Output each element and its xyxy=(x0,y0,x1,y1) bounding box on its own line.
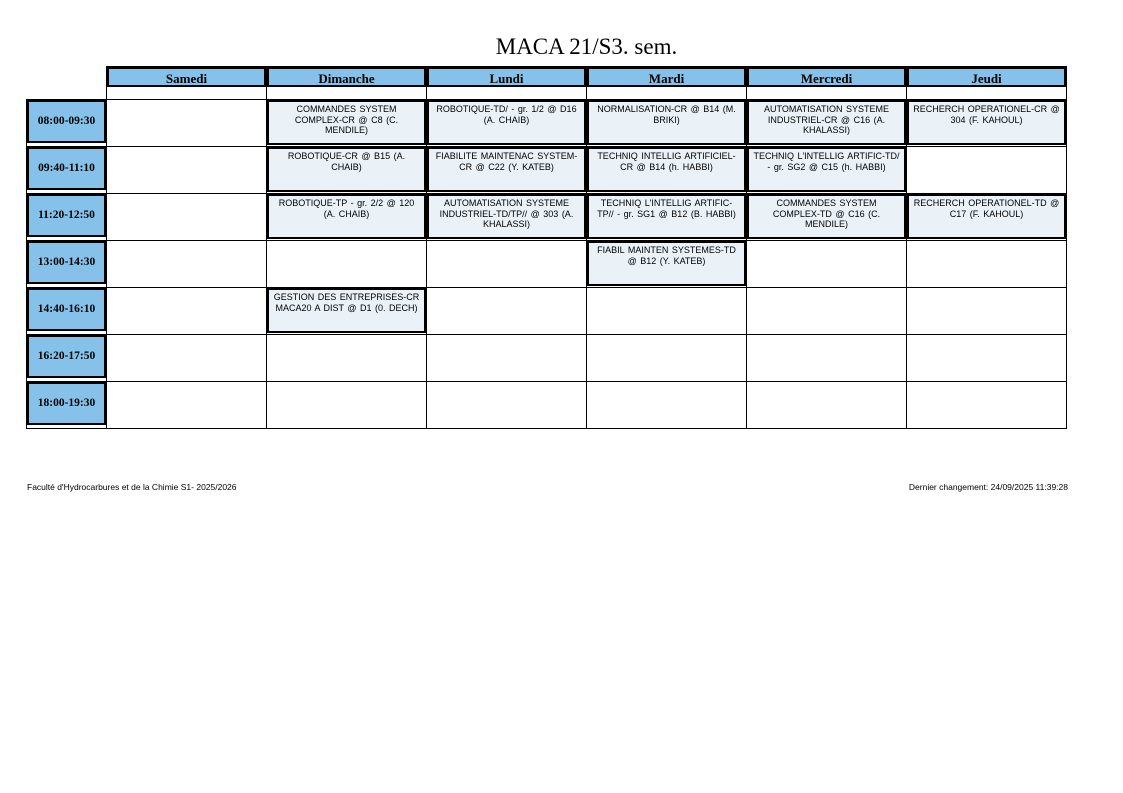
day-label: Samedi xyxy=(107,67,266,87)
time-cell xyxy=(27,147,107,194)
schedule-slot xyxy=(907,100,1067,147)
schedule-slot xyxy=(427,194,587,241)
time-slot-row xyxy=(27,147,1067,194)
day-label: Lundi xyxy=(427,67,586,87)
time-label: 09:40-11:10 xyxy=(27,147,106,190)
schedule-slot xyxy=(107,382,267,429)
time-label: 11:20-12:50 xyxy=(27,194,106,237)
footer-faculty: Faculté d'Hydrocarbures et de la Chimie S1- 2025/2026 xyxy=(27,482,237,492)
schedule-slot xyxy=(267,335,427,382)
time-label: 08:00-09:30 xyxy=(27,100,106,143)
time-cell xyxy=(27,382,107,429)
schedule-slot xyxy=(267,382,427,429)
timetable xyxy=(26,66,1067,429)
day-label: Dimanche xyxy=(267,67,426,87)
course-block: AUTOMATISATION SYSTEME INDUSTRIEL-CR @ C16 (A. KHALASSI) xyxy=(747,100,906,145)
schedule-slot xyxy=(587,194,747,241)
course-block: COMMANDES SYSTEM COMPLEX-CR @ C8 (C. MENDILE) xyxy=(267,100,426,145)
schedule-slot xyxy=(267,194,427,241)
day-header-samedi xyxy=(107,67,267,100)
schedule-slot xyxy=(107,335,267,382)
schedule-slot xyxy=(107,100,267,147)
schedule-slot xyxy=(907,241,1067,288)
day-label: Mercredi xyxy=(747,67,906,87)
time-slot-row xyxy=(27,241,1067,288)
time-cell xyxy=(27,241,107,288)
time-slot-row xyxy=(27,382,1067,429)
time-cell xyxy=(27,335,107,382)
course-block: FIABILITE MAINTENAC SYSTEM-CR @ C22 (Y. KATEB) xyxy=(427,147,586,192)
time-cell xyxy=(27,194,107,241)
time-label: 16:20-17:50 xyxy=(27,335,106,378)
course-block: TECHNIQ L'INTELLIG ARTIFIC-TD/ - gr. SG2 @ C15 (h. HABBI) xyxy=(747,147,906,192)
schedule-slot xyxy=(427,147,587,194)
course-block: RECHERCH OPERATIONEL-CR @ 304 (F. KAHOUL) xyxy=(907,100,1066,145)
course-block: TECHNIQ INTELLIG ARTIFICIEL-CR @ B14 (h. HABBI) xyxy=(587,147,746,192)
schedule-slot xyxy=(427,100,587,147)
schedule-slot xyxy=(907,382,1067,429)
timetable-body xyxy=(27,100,1067,429)
time-slot-row xyxy=(27,335,1067,382)
day-header-dimanche xyxy=(267,67,427,100)
schedule-slot xyxy=(587,382,747,429)
day-label: Jeudi xyxy=(907,67,1066,87)
schedule-slot xyxy=(267,288,427,335)
time-cell xyxy=(27,288,107,335)
schedule-slot xyxy=(747,241,907,288)
schedule-slot xyxy=(267,147,427,194)
time-cell xyxy=(27,100,107,147)
schedule-slot xyxy=(747,335,907,382)
schedule-slot xyxy=(267,100,427,147)
page-title: MACA 21/S3. sem. xyxy=(495,34,678,59)
schedule-slot xyxy=(427,241,587,288)
schedule-slot xyxy=(587,100,747,147)
schedule-slot xyxy=(267,241,427,288)
time-slot-row xyxy=(27,100,1067,147)
course-block: COMMANDES SYSTEM COMPLEX-TD @ C16 (C. MENDILE) xyxy=(747,194,906,239)
schedule-slot xyxy=(907,194,1067,241)
day-header-mercredi xyxy=(747,67,907,100)
footer-last-change: Dernier changement: 24/09/2025 11:39:28 xyxy=(908,482,1068,492)
course-block: FIABIL MAINTEN SYSTEMES-TD @ B12 (Y. KATEB) xyxy=(587,241,746,286)
schedule-slot xyxy=(907,147,1067,194)
schedule-slot xyxy=(107,288,267,335)
schedule-slot xyxy=(747,147,907,194)
day-header-lundi xyxy=(427,67,587,100)
schedule-slot xyxy=(587,288,747,335)
course-block: NORMALISATION-CR @ B14 (M. BRIKI) xyxy=(587,100,746,145)
corner-cell xyxy=(27,67,107,100)
course-block: ROBOTIQUE-CR @ B15 (A. CHAIB) xyxy=(267,147,426,192)
schedule-slot xyxy=(747,100,907,147)
time-slot-row xyxy=(27,288,1067,335)
course-block: ROBOTIQUE-TP - gr. 2/2 @ 120 (A. CHAIB) xyxy=(267,194,426,239)
time-label: 14:40-16:10 xyxy=(27,288,106,331)
schedule-slot xyxy=(907,288,1067,335)
day-header-mardi xyxy=(587,67,747,100)
course-block: GESTION DES ENTREPRISES-CR MACA20 A DIST @ D1 (0. DECH) xyxy=(267,288,426,333)
schedule-slot xyxy=(107,147,267,194)
schedule-slot xyxy=(427,288,587,335)
time-label: 13:00-14:30 xyxy=(27,241,106,284)
course-block: TECHNIQ L'INTELLIG ARTIFIC-TP// - gr. SG1 @ B12 (B. HABBI) xyxy=(587,194,746,239)
course-block: AUTOMATISATION SYSTEME INDUSTRIEL-TD/TP// @ 303 (A. KHALASSI) xyxy=(427,194,586,239)
schedule-slot xyxy=(427,335,587,382)
schedule-slot xyxy=(427,382,587,429)
time-slot-row xyxy=(27,194,1067,241)
time-label: 18:00-19:30 xyxy=(27,382,106,425)
schedule-slot xyxy=(747,288,907,335)
day-header-row xyxy=(27,67,1067,100)
day-header-jeudi xyxy=(907,67,1067,100)
schedule-slot xyxy=(107,194,267,241)
schedule-slot xyxy=(747,382,907,429)
schedule-slot xyxy=(107,241,267,288)
schedule-slot xyxy=(587,335,747,382)
course-block: ROBOTIQUE-TD/ - gr. 1/2 @ D16 (A. CHAIB) xyxy=(427,100,586,145)
schedule-slot xyxy=(587,147,747,194)
course-block: RECHERCH OPERATIONEL-TD @ C17 (F. KAHOUL) xyxy=(907,194,1066,239)
schedule-slot xyxy=(907,335,1067,382)
schedule-slot xyxy=(747,194,907,241)
schedule-slot xyxy=(587,241,747,288)
day-label: Mardi xyxy=(587,67,746,87)
